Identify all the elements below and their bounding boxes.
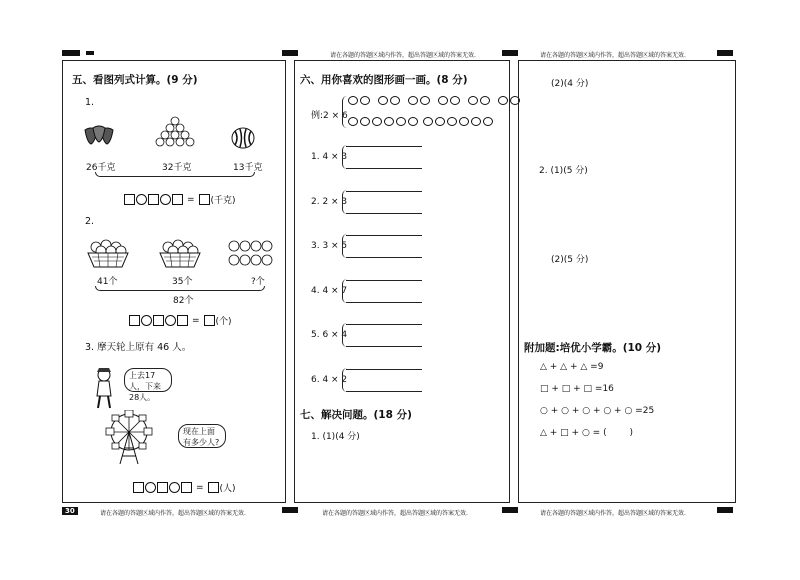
section7-q1: 1. (1)(4 分) — [311, 432, 360, 442]
right-q1-2: (2)(4 分) — [551, 79, 589, 89]
q1-unit: (千克) — [210, 196, 236, 206]
operator-circle[interactable] — [136, 194, 147, 205]
draw-line-3a[interactable] — [346, 235, 422, 236]
basket-illustration-2 — [158, 237, 202, 269]
q2-unit: (个) — [215, 317, 232, 327]
draw-line-6b[interactable] — [346, 391, 422, 392]
q2-total-label: 82个 — [173, 296, 194, 306]
q2-equation: = (个) — [129, 314, 232, 327]
basket-illustration-1 — [86, 237, 130, 269]
q3-equation: = (人) — [133, 481, 236, 494]
draw-brace-4 — [342, 279, 347, 303]
operator-circle[interactable] — [145, 482, 156, 493]
draw-line-6a[interactable] — [346, 369, 422, 370]
bonus-eq-4: △ + □ + ○ = ( ) — [540, 428, 633, 438]
bonus-eq-1: △ + △ + △ =9 — [540, 362, 604, 372]
boy-illustration — [92, 366, 116, 410]
top-marker-2 — [86, 51, 94, 55]
example-row-1 — [348, 96, 522, 105]
speech-bubble-2-text: 现在上面有多少人? — [183, 427, 220, 447]
draw-line-3b[interactable] — [346, 257, 422, 258]
page-number: 30 — [62, 507, 78, 515]
draw-brace-1 — [342, 145, 347, 169]
operator-circle[interactable] — [169, 482, 180, 493]
section6-title: 六、用你喜欢的图形画一画。(8 分) — [300, 74, 468, 86]
draw-line-2a[interactable] — [346, 191, 422, 192]
answer-box[interactable] — [133, 482, 144, 493]
bottom-notice-1: 请在各题的答题区域内作答，超出答题区域的答案无效. — [100, 510, 246, 517]
answer-box[interactable] — [153, 315, 164, 326]
bonus-eq-3: ○ + ○ + ○ + ○ + ○ =25 — [540, 406, 655, 416]
example-row-2 — [348, 117, 495, 126]
operator-circle[interactable] — [165, 315, 176, 326]
speech-bubble-1-text: 上去17人，下来28人。 — [129, 371, 161, 402]
draw-line-5a[interactable] — [346, 324, 422, 325]
draw-item-6: 6. 4 × 2 — [311, 375, 348, 385]
q1-label-strawberry: 26千克 — [86, 163, 116, 173]
right-q2-2: (2)(5 分) — [551, 255, 589, 265]
bottom-marker-2 — [502, 507, 518, 513]
speech-bubble-1 — [124, 368, 172, 402]
draw-item-3: 3. 3 × 5 — [311, 241, 348, 251]
bonus-eq-2: □ + □ + □ =16 — [540, 384, 614, 394]
draw-item-2: 2. 2 × 3 — [311, 197, 348, 207]
draw-brace-6 — [342, 368, 347, 392]
draw-line-5b[interactable] — [346, 346, 422, 347]
watermelon-illustration — [231, 127, 255, 149]
example-label: 例:2 × 6 — [311, 111, 348, 121]
bottom-notice-2: 请在各题的答题区域内作答，超出答题区域的答案无效. — [322, 510, 468, 517]
answer-box[interactable] — [208, 482, 219, 493]
draw-brace-3 — [342, 234, 347, 258]
section5-title: 五、看图列式计算。(9 分) — [72, 74, 198, 86]
top-notice-1: 请在各题的答题区域内作答，超出答题区域的答案无效. — [330, 52, 476, 59]
top-marker-3 — [282, 50, 298, 56]
q2-label-loose: ?个 — [251, 277, 265, 287]
q1-label-apples: 32千克 — [162, 163, 192, 173]
speech-bubble-2 — [178, 424, 226, 448]
top-marker-4 — [502, 50, 518, 56]
bottom-marker-3 — [717, 507, 733, 513]
draw-line-1b[interactable] — [346, 168, 422, 169]
draw-line-4a[interactable] — [346, 280, 422, 281]
top-marker-5 — [717, 50, 733, 56]
q2-label-basket2: 35个 — [172, 277, 193, 287]
q1-equation: = (千克) — [124, 193, 236, 206]
draw-brace-2 — [342, 190, 347, 214]
answer-box[interactable] — [181, 482, 192, 493]
q1-total-brace — [95, 172, 255, 177]
q2-total-brace — [95, 286, 265, 291]
q3-unit: (人) — [219, 484, 236, 494]
top-marker-1 — [62, 50, 80, 56]
answer-box[interactable] — [204, 315, 215, 326]
operator-circle[interactable] — [141, 315, 152, 326]
section7-title: 七、解决问题。(18 分) — [300, 409, 412, 421]
answer-box[interactable] — [199, 194, 210, 205]
section5-q2-number: 2. — [85, 216, 95, 227]
right-q2-1: 2. (1)(5 分) — [539, 166, 588, 176]
bottom-marker-1 — [282, 507, 298, 513]
bonus-title: 附加题:培优小学霸。(10 分) — [524, 342, 662, 354]
draw-line-2b[interactable] — [346, 213, 422, 214]
apples-pyramid-illustration — [155, 116, 195, 148]
q3-text: 3. 摩天轮上原有 46 人。 — [85, 342, 192, 353]
answer-box[interactable] — [172, 194, 183, 205]
q1-label-watermelon: 13千克 — [233, 163, 263, 173]
answer-box[interactable] — [129, 315, 140, 326]
answer-box[interactable] — [157, 482, 168, 493]
draw-item-4: 4. 4 × 7 — [311, 286, 348, 296]
example-brace — [342, 96, 347, 128]
operator-circle[interactable] — [160, 194, 171, 205]
q2-label-basket1: 41个 — [97, 277, 118, 287]
draw-line-4b[interactable] — [346, 302, 422, 303]
section5-q1-number: 1. — [85, 97, 95, 108]
top-notice-2: 请在各题的答题区域内作答，超出答题区域的答案无效. — [540, 52, 686, 59]
draw-item-1: 1. 4 × 3 — [311, 152, 348, 162]
loose-apples-illustration — [228, 238, 280, 268]
answer-box[interactable] — [148, 194, 159, 205]
draw-item-5: 5. 6 × 4 — [311, 330, 348, 340]
draw-brace-5 — [342, 323, 347, 347]
strawberries-illustration — [83, 124, 117, 146]
bottom-notice-3: 请在各题的答题区域内作答，超出答题区域的答案无效. — [540, 510, 686, 517]
draw-line-1a[interactable] — [346, 146, 422, 147]
answer-box[interactable] — [177, 315, 188, 326]
ferris-wheel-illustration — [98, 410, 160, 466]
answer-box[interactable] — [124, 194, 135, 205]
